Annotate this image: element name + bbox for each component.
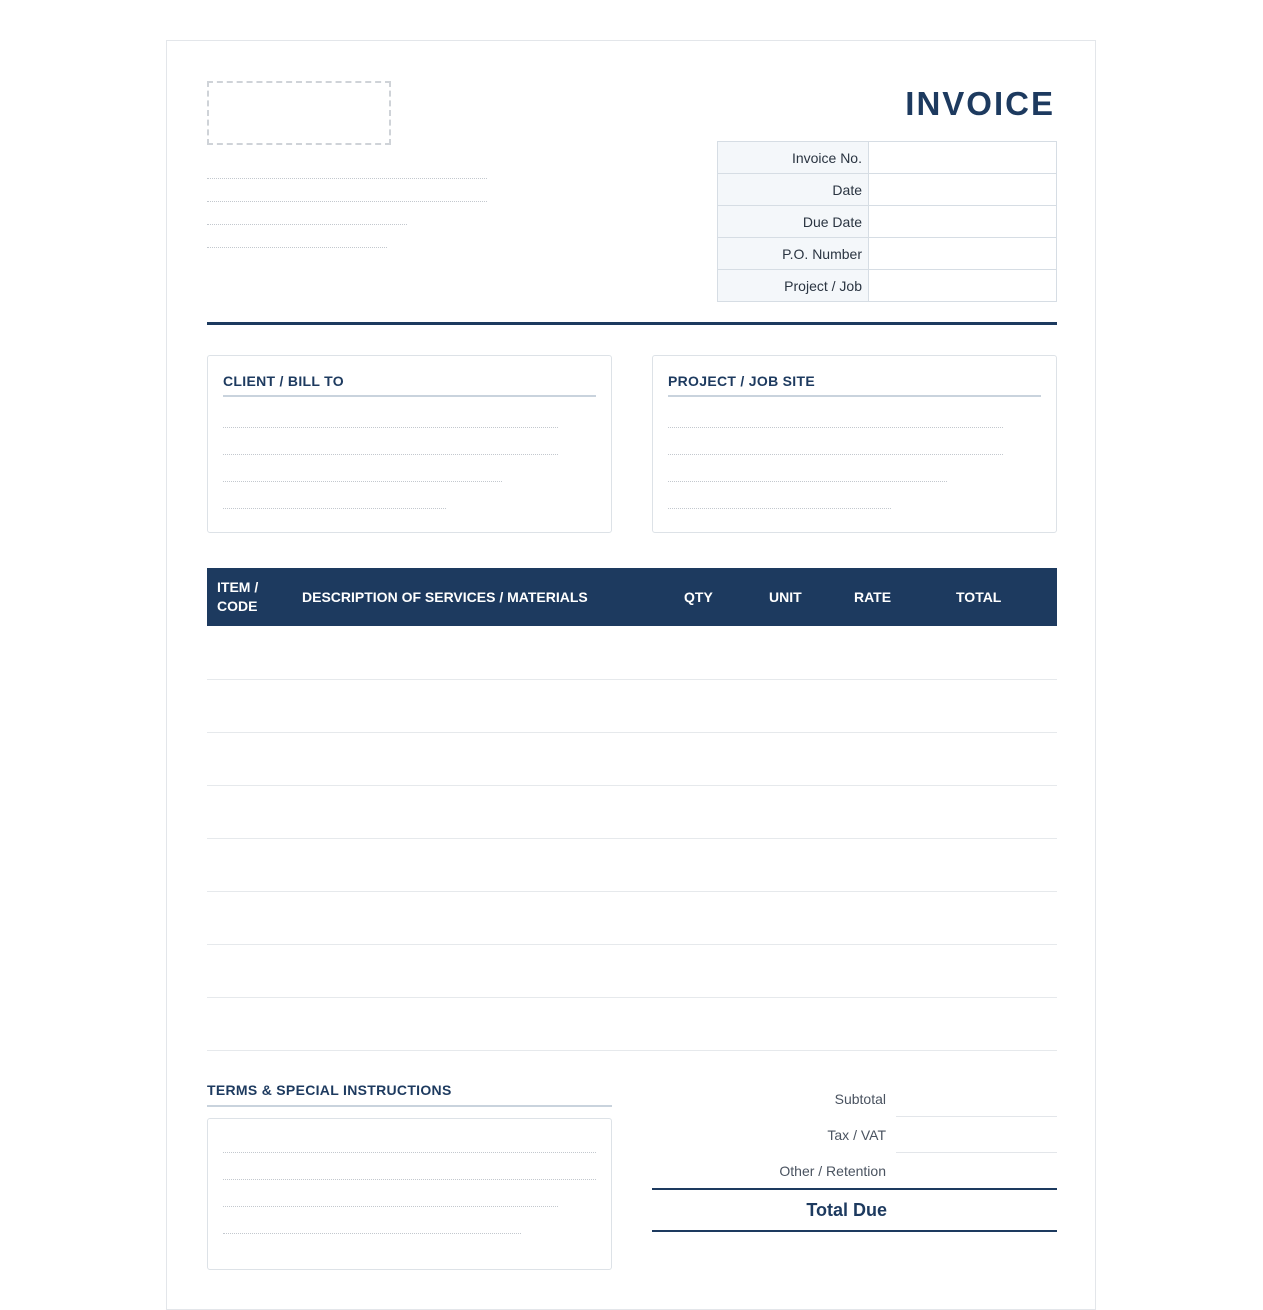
subtotal-field[interactable] xyxy=(896,1116,1057,1117)
meta-label: Invoice No. xyxy=(718,142,869,174)
client-line[interactable] xyxy=(223,481,502,482)
company-address-line[interactable] xyxy=(207,201,487,202)
header-qty: QTY xyxy=(684,588,713,605)
client-line[interactable] xyxy=(223,427,558,428)
total-due-label: Total Due xyxy=(806,1200,887,1220)
client-line[interactable] xyxy=(223,508,446,509)
company-address-line[interactable] xyxy=(207,178,487,179)
header-rate: RATE xyxy=(854,588,892,605)
invoice-page xyxy=(166,40,1096,1310)
project-line[interactable] xyxy=(668,454,1003,455)
meta-row-po-number xyxy=(718,238,1057,270)
client-section-title: CLIENT / BILL TO xyxy=(223,373,596,397)
project-line[interactable] xyxy=(668,427,1003,428)
subtotal-label: Subtotal xyxy=(834,1091,886,1107)
client-line[interactable] xyxy=(223,454,558,455)
terms-title: TERMS & SPECIAL INSTRUCTIONS xyxy=(207,1082,612,1107)
project-line[interactable] xyxy=(668,481,947,482)
meta-row-project-job xyxy=(718,270,1057,302)
project-job-field[interactable] xyxy=(869,270,1057,302)
meta-row-invoice-no xyxy=(718,142,1057,174)
date-field[interactable] xyxy=(869,174,1057,206)
project-section-title: PROJECT / JOB SITE xyxy=(668,373,1041,397)
table-row[interactable] xyxy=(207,1050,1057,1051)
meta-row-date xyxy=(718,174,1057,206)
table-row[interactable] xyxy=(207,838,1057,839)
items-table-header xyxy=(207,568,1057,626)
table-row[interactable] xyxy=(207,785,1057,786)
table-row[interactable] xyxy=(207,891,1057,892)
terms-box xyxy=(207,1118,612,1270)
header-description: DESCRIPTION OF SERVICES / MATERIALS xyxy=(302,588,588,605)
header-item-code: ITEM / CODE xyxy=(217,579,259,614)
header-total: TOTAL xyxy=(956,588,1002,605)
invoice-no-field[interactable] xyxy=(869,142,1057,174)
meta-row-due-date xyxy=(718,206,1057,238)
logo-placeholder[interactable] xyxy=(207,81,391,145)
meta-label: Date xyxy=(718,174,869,206)
table-row[interactable] xyxy=(207,944,1057,945)
table-row[interactable] xyxy=(207,732,1057,733)
meta-label: Due Date xyxy=(718,206,869,238)
header-unit: UNIT xyxy=(769,588,802,605)
tax-vat-field[interactable] xyxy=(896,1152,1057,1153)
po-number-field[interactable] xyxy=(869,238,1057,270)
terms-line[interactable] xyxy=(223,1233,521,1234)
due-date-field[interactable] xyxy=(869,206,1057,238)
table-row[interactable] xyxy=(207,997,1057,998)
company-address-line[interactable] xyxy=(207,224,407,225)
terms-line[interactable] xyxy=(223,1206,558,1207)
tax-vat-label: Tax / VAT xyxy=(827,1127,886,1143)
table-row[interactable] xyxy=(207,679,1057,680)
other-retention-label: Other / Retention xyxy=(779,1163,886,1179)
terms-line[interactable] xyxy=(223,1179,596,1180)
total-due-row xyxy=(652,1188,1057,1232)
company-address-line[interactable] xyxy=(207,247,387,248)
project-job-site-card xyxy=(652,355,1057,533)
terms-line[interactable] xyxy=(223,1152,596,1153)
meta-label: P.O. Number xyxy=(718,238,869,270)
project-line[interactable] xyxy=(668,508,891,509)
client-bill-to-card xyxy=(207,355,612,533)
invoice-title: INVOICE xyxy=(905,85,1055,122)
header-divider xyxy=(207,322,1057,325)
invoice-meta-table xyxy=(717,141,1057,302)
meta-label: Project / Job xyxy=(718,270,869,302)
